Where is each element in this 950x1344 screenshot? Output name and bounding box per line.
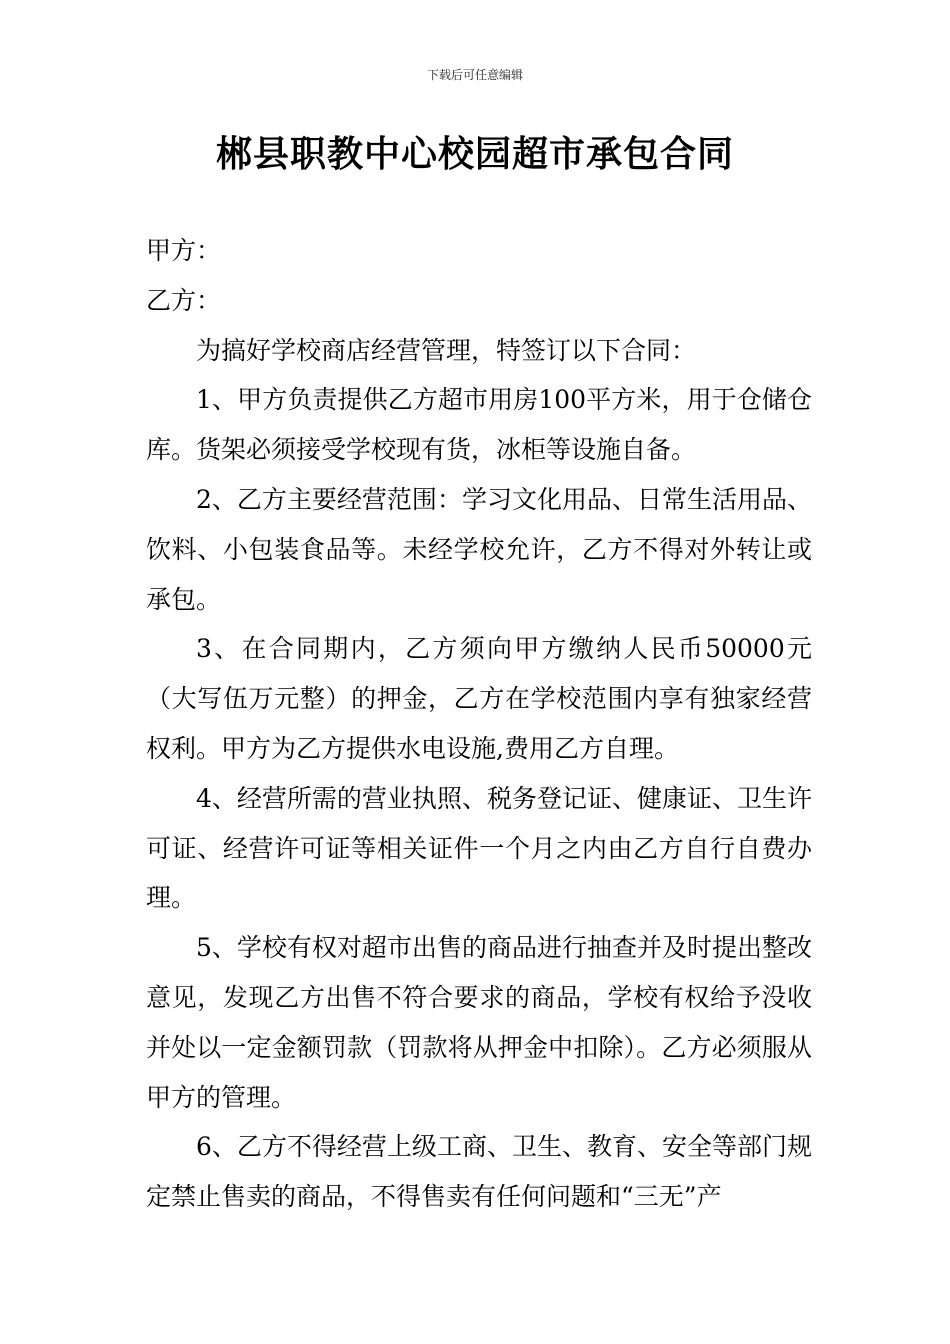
clause-4: 4、经营所需的营业执照、税务登记证、健康证、卫生许可证、经营许可证等相关证件一个月之内由乙方自行自费办理。 bbox=[146, 783, 812, 913]
clause-3: 3、在合同期内，乙方须向甲方缴纳人民币50000元（大写伍万元整）的押金，乙方在学校范围内享有独家经营权利。甲方为乙方提供水电设施,费用乙方自理。 bbox=[146, 634, 812, 763]
party-a-line: 甲方： bbox=[146, 236, 222, 265]
party-b-line: 乙方： bbox=[146, 285, 222, 315]
document-title: 郴县职教中心校园超市承包合同 bbox=[215, 133, 734, 175]
clause-1: 1、甲方负责提供乙方超市用房100平方米，用于仓储仓库。货架必须接受学校现有货，冰柜等设施自备。 bbox=[146, 385, 812, 465]
header-note: 下载后可任意编辑 bbox=[426, 68, 523, 82]
clause-5: 5、学校有权对超市出售的商品进行抽查并及时提出整改意见，发现乙方出售不符合要求的商品，学校有权给予没收并处以一定金额罚款（罚款将从押金中扣除）。乙方必须服从甲方的管理。 bbox=[146, 933, 812, 1112]
intro-paragraph: 为搞好学校商店经营管理，特签订以下合同： bbox=[196, 335, 697, 365]
clause-2: 2、乙方主要经营范围：学习文化用品、日常生活用品、饮料、小包装食品等。未经学校允许，乙方不得对外转让或承包。 bbox=[146, 484, 812, 614]
clause-6: 6、乙方不得经营上级工商、卫生、教育、安全等部门规定禁止售卖的商品，不得售卖有任何问题和“三无”产 bbox=[146, 1132, 812, 1212]
document-body bbox=[146, 226, 812, 1222]
